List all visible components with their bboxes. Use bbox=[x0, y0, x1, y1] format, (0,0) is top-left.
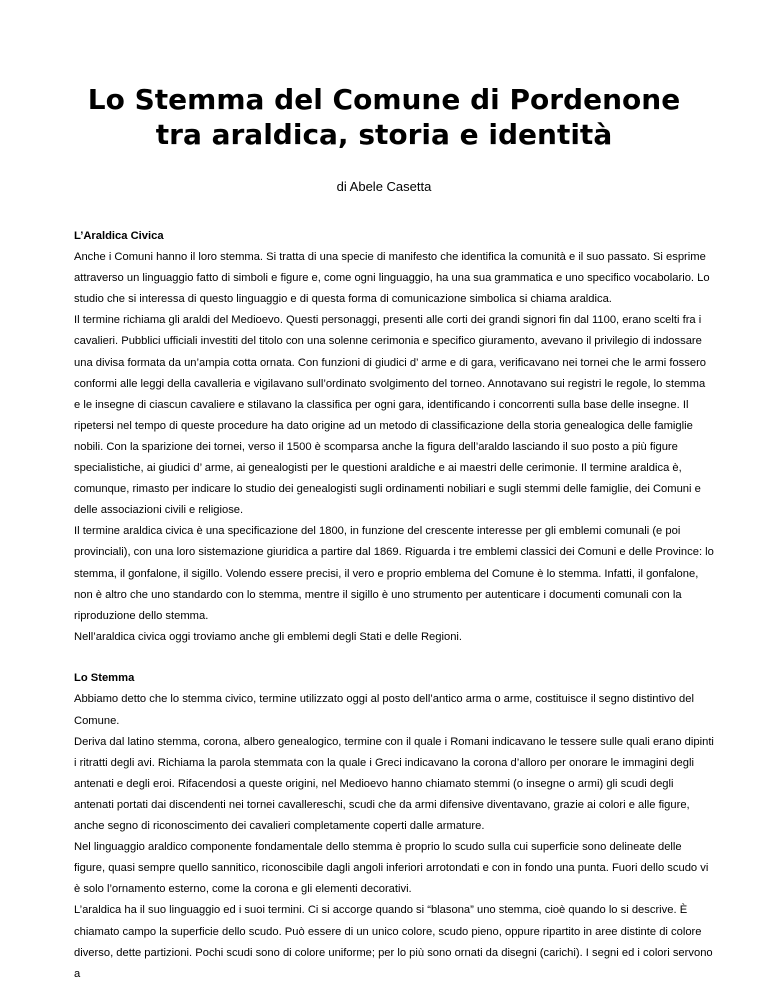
paragraph: Il termine richiama gli araldi del Medioevo. Questi personaggi, presenti alle corti dei grandi signori fin dal 1100, erano scelti fra i cavalieri. Pubblici ufficiali investiti del titolo con una solenne cerimonia e specifico giuramento, avevano il privilegio di indossare una divisa formata da un’ampia cotta ornata. Con funzioni di giudici d’ arme e di gara, verificavano nei tornei che le armi fossero conformi alle leggi della cavalleria e vigilavano sull’ordinato svolgimento del torneo. Annotavano sui registri le regole, lo stemma e le insegne di ciascun cavaliere e stilavano la classifica per ogni gara, identificando i concorrenti sulla base delle insegne. Il ripetersi nel tempo di queste procedure ha dato origine ad un metodo di classificazione della storia genealogica delle famiglie nobili. Con la sparizione dei tornei, verso il 1500 è scomparsa anche la figura dell’araldo lasciando il suo posto a più figure specialistiche, ai giudici d’ arme, ai genealogisti per le questioni araldiche e ai maestri delle cerimonie. Il termine araldica è, comunque, rimasto per indicare lo studio dei genealogisti sugli ordinamenti nobiliari e sugli stemmi delle famiglie, dei Comuni e delle associazioni civili e religiose. bbox=[74, 314, 707, 517]
section-lo-stemma bbox=[74, 668, 714, 984]
section-heading: Lo Stemma bbox=[74, 672, 135, 685]
title-line: tra araldica, storia e identità bbox=[155, 118, 613, 151]
paragraph: Abbiamo detto che lo stemma civico, termine utilizzato oggi al posto dell’antico arma o arme, costituisce il segno distintivo del Comune. bbox=[74, 693, 694, 727]
paragraph: Anche i Comuni hanno il loro stemma. Si tratta di una specie di manifesto che identifica la comunità e il suo passato. Si esprime attraverso un linguaggio fatto di simboli e figure e, come ogni linguaggio, ha una sua grammatica e uno specifico vocabolario. Lo studio che si interessa di questo linguaggio e di questa forma di comunicazione simbolica si chiama araldica. bbox=[74, 251, 710, 306]
paragraph: Nel linguaggio araldico componente fondamentale dello stemma è proprio lo scudo sulla cui superficie sono delineate delle figure, quasi sempre quello sannitico, riconoscibile dagli angoli inferiori arrotondati e con in fondo una punta. Fuori dello scudo vi è solo l’ornamento esterno, come la corona e gli elementi decorativi. bbox=[74, 841, 709, 896]
author-byline: di Abele Casetta bbox=[336, 179, 432, 194]
section-heading: L’Araldica Civica bbox=[74, 230, 164, 242]
title-line: Lo Stemma del Comune di Pordenone bbox=[87, 83, 681, 116]
section-araldica-civica bbox=[74, 226, 714, 648]
paragraph: L’araldica ha il suo linguaggio ed i suoi termini. Ci si accorge quando si “blasona” uno stemma, cioè quando lo si descrive. È chiamato campo la superficie dello scudo. Può essere di un unico colore, scudo pieno, oppure ripartito in aree distinte di colore diverso, dette partizioni. Pochi scudi sono di colore uniforme; per lo più sono ornati da disegni (carichi). I segni ed i colori servono a bbox=[74, 904, 713, 980]
document-title bbox=[40, 82, 728, 152]
document-body bbox=[74, 226, 714, 985]
paragraph: Deriva dal latino stemma, corona, albero genealogico, termine con il quale i Romani indicavano le tessere sulle quali erano dipinti i ritratti degli avi. Richiama la parola stemmata con la quale i Greci indicavano la corona d’alloro per onorare le immagini degli antenati e degli eroi. Rifacendosi a queste origini, nel Medioevo hanno chiamato stemmi (o insegne o armi) gli scudi degli antenati portati dai discendenti nei tornei cavallereschi, scudi che da armi difensive diventavano, grazie ai colori e alle figure, anche segno di riconoscimento dei cavalieri completamente coperti dalle armature. bbox=[74, 735, 714, 833]
paragraph: Nell’araldica civica oggi troviamo anche gli emblemi degli Stati e delle Regioni. bbox=[74, 630, 463, 643]
section-spacer bbox=[74, 648, 714, 669]
paragraph: Il termine araldica civica è una specificazione del 1800, in funzione del crescente interesse per gli emblemi comunali (e poi provinciali), con una loro sistemazione giuridica a partire dal 1869. Riguarda i tre emblemi classici dei Comuni e delle Province: lo stemma, il gonfalone, il sigillo. Volendo essere precisi, il vero e proprio emblema del Comune è lo stemma. Infatti, il gonfalone, non è altro che uno standardo con lo stemma, mentre il sigillo è uno strumento per autenticare i documenti comunali con la riproduzione dello stemma. bbox=[74, 525, 714, 622]
